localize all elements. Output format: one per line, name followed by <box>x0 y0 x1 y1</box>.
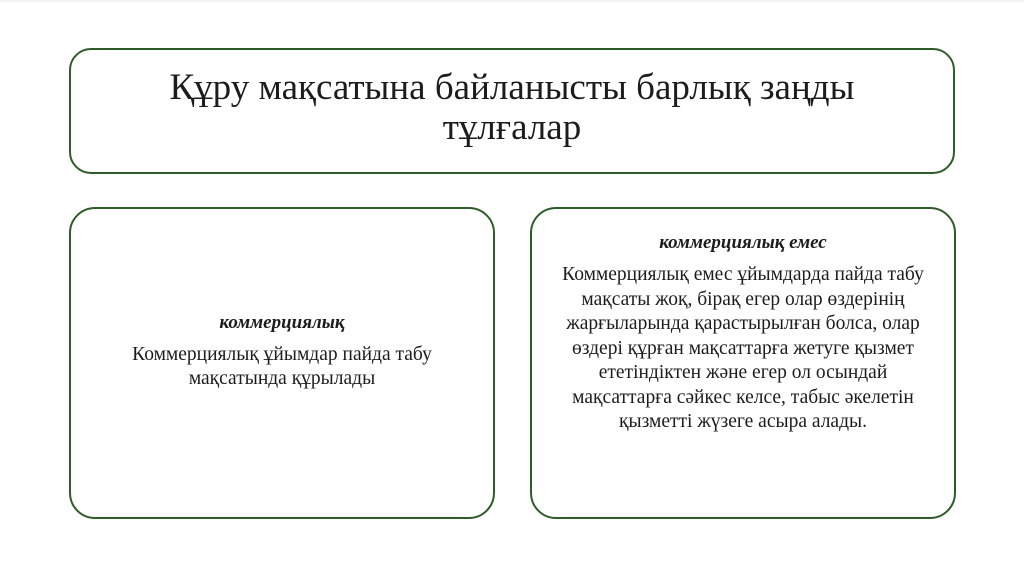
page-title: Құру мақсатына байланысты барлық заңды тұлғалар <box>169 67 855 148</box>
commercial-card <box>69 207 495 519</box>
non-commercial-description: Коммерциялық емес ұйымдарда пайда табу мақсаты жоқ, бірақ егер олар өздерінің жарғыларында қарастырылған болса, олар өздері құрған мақсаттарға жетуге қызмет ететіндіктен және егер ол осындай мақсаттарға сәйкес келсе, табыс әкелетін қызметті жүзеге асыра алады. <box>562 264 924 432</box>
top-divider <box>0 0 1024 2</box>
non-commercial-card <box>530 207 956 519</box>
commercial-heading: коммерциялық <box>219 311 345 333</box>
non-commercial-heading: коммерциялық емес <box>659 232 827 253</box>
title-box <box>69 48 955 174</box>
commercial-description: Коммерциялық ұйымдар пайда табу мақсатында құрылады <box>132 343 432 389</box>
